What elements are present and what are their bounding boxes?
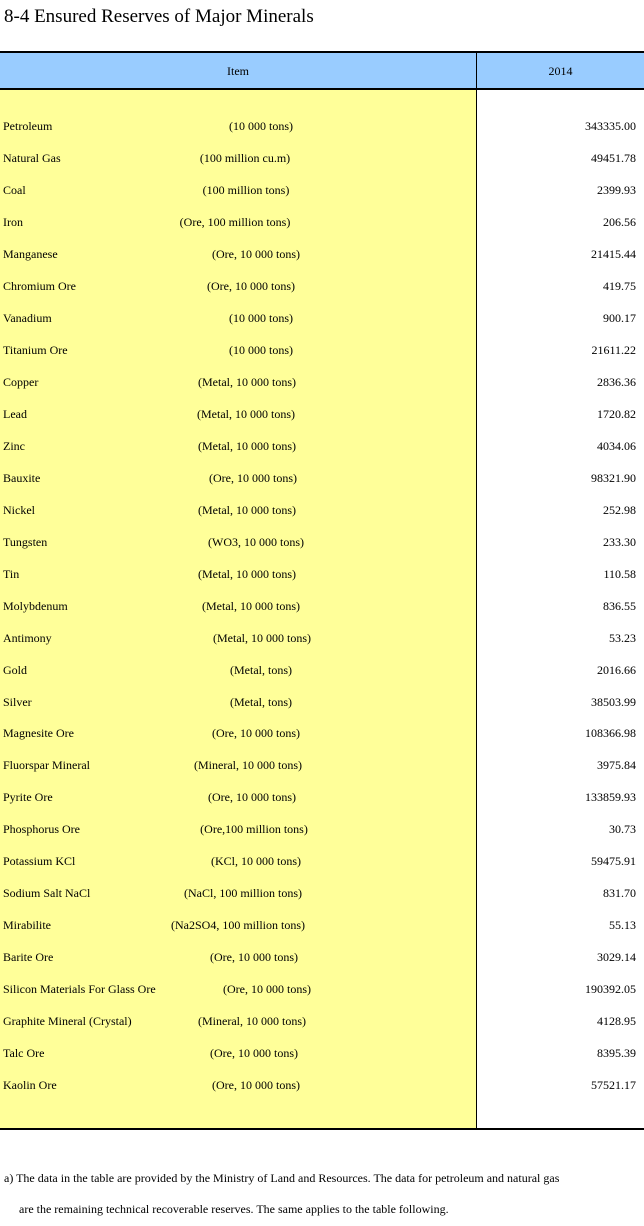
mineral-unit: (Metal, 10 000 tons) — [202, 598, 300, 613]
reserve-value: 233.30 — [603, 534, 636, 549]
table-row — [0, 981, 644, 1013]
reserve-value: 206.56 — [603, 214, 636, 229]
table-row — [0, 438, 644, 470]
table-row — [0, 694, 644, 726]
reserve-value: 2836.36 — [597, 374, 636, 389]
table-row — [0, 1013, 644, 1045]
mineral-unit: (Na2SO4, 100 million tons) — [171, 918, 305, 933]
table-row — [0, 406, 644, 438]
mineral-unit: (10 000 tons) — [229, 119, 293, 133]
header-year: 2014 — [548, 64, 573, 78]
table-row — [0, 246, 644, 278]
mineral-unit: (KCl, 10 000 tons) — [211, 854, 301, 869]
reserve-value: 49451.78 — [591, 151, 636, 165]
mineral-unit: (10 000 tons) — [229, 342, 293, 357]
reserve-value: 4034.06 — [597, 438, 636, 453]
reserve-value: 30.73 — [609, 822, 636, 837]
mineral-name: Mirabilite — [3, 918, 51, 933]
reserve-value: 59475.91 — [591, 854, 636, 869]
table-row — [0, 118, 644, 150]
table-row — [0, 534, 644, 566]
table-row — [0, 470, 644, 502]
mineral-name: Nickel — [3, 502, 35, 517]
mineral-unit: (Metal, tons) — [230, 694, 292, 709]
mineral-name: Zinc — [3, 438, 25, 453]
mineral-unit: (Ore, 10 000 tons) — [210, 1046, 298, 1061]
mineral-name: Fluorspar Mineral — [3, 758, 90, 773]
mineral-name: Coal — [3, 182, 26, 197]
reserve-value: 2016.66 — [597, 662, 636, 677]
mineral-name: Silver — [3, 694, 32, 709]
reserve-value: 4128.95 — [597, 1014, 636, 1029]
reserve-value: 21415.44 — [591, 246, 636, 261]
reserve-value: 108366.98 — [585, 726, 636, 741]
reserve-value: 57521.17 — [591, 1078, 636, 1093]
table-row — [0, 725, 644, 757]
table-row — [0, 566, 644, 598]
mineral-unit: (Ore, 10 000 tons) — [212, 246, 300, 261]
reserve-value: 21611.22 — [591, 342, 636, 357]
mineral-name: Chromium Ore — [3, 278, 76, 293]
mineral-unit: (Ore, 10 000 tons) — [210, 950, 298, 965]
mineral-name: Magnesite Ore — [3, 726, 74, 741]
mineral-name: Potassium KCl — [3, 854, 76, 869]
table-row — [0, 342, 644, 374]
reserve-value: 55.13 — [609, 918, 636, 933]
reserve-value: 3975.84 — [597, 758, 636, 773]
mineral-unit: (100 million tons) — [202, 182, 290, 197]
mineral-unit: (Ore,100 million tons) — [200, 822, 308, 837]
table-row — [0, 853, 644, 885]
reserve-value: 252.98 — [603, 502, 636, 517]
mineral-name: Titanium Ore — [3, 342, 68, 357]
mineral-unit: (Metal, 10 000 tons) — [198, 566, 296, 581]
mineral-name: Sodium Salt NaCl — [3, 886, 91, 901]
table-row — [0, 630, 644, 662]
header-item: Item — [227, 64, 249, 78]
table-row — [0, 182, 644, 214]
reserve-value: 98321.90 — [591, 470, 636, 485]
mineral-name: Tin — [3, 566, 20, 581]
mineral-name: Natural Gas — [3, 151, 61, 165]
mineral-name: Petroleum — [3, 119, 53, 133]
reserve-value: 836.55 — [603, 598, 636, 613]
mineral-unit: (WO3, 10 000 tons) — [208, 534, 304, 549]
mineral-name: Copper — [3, 374, 39, 389]
reserve-value: 8395.39 — [597, 1046, 636, 1061]
mineral-name: Kaolin Ore — [3, 1078, 57, 1093]
mineral-name: Bauxite — [3, 470, 41, 485]
mineral-name: Silicon Materials For Glass Ore — [3, 982, 156, 997]
mineral-name: Antimony — [3, 630, 52, 645]
mineral-name: Graphite Mineral (Crystal) — [3, 1014, 132, 1029]
reserve-value: 419.75 — [603, 278, 636, 293]
mineral-unit: (Metal, 10 000 tons) — [213, 630, 311, 645]
mineral-unit: (Ore, 10 000 tons) — [208, 790, 296, 805]
table-row — [0, 885, 644, 917]
table-row — [0, 214, 644, 246]
mineral-unit: (NaCl, 100 million tons) — [184, 886, 302, 901]
mineral-unit: (Metal, tons) — [230, 662, 292, 677]
reserve-value: 831.70 — [603, 886, 636, 901]
table-row — [0, 789, 644, 821]
mineral-name: Vanadium — [3, 310, 52, 325]
page-title: 8-4 Ensured Reserves of Major Minerals — [4, 6, 314, 27]
table-row — [0, 374, 644, 406]
reserve-value: 190392.05 — [585, 982, 636, 997]
mineral-unit: (Metal, 10 000 tons) — [198, 438, 296, 453]
mineral-name: Phosphorus Ore — [3, 822, 80, 837]
reserve-value: 900.17 — [603, 310, 636, 325]
table-row — [0, 598, 644, 630]
mineral-name: Manganese — [3, 246, 58, 261]
reserve-value: 3029.14 — [597, 950, 636, 965]
mineral-unit: (Ore, 10 000 tons) — [223, 982, 311, 997]
mineral-unit: (Ore, 10 000 tons) — [212, 726, 300, 741]
mineral-unit: (Mineral, 10 000 tons) — [194, 758, 302, 773]
mineral-unit: (Ore, 10 000 tons) — [212, 1078, 300, 1093]
mineral-name: Talc Ore — [3, 1046, 45, 1061]
reserve-value: 1720.82 — [597, 406, 636, 421]
mineral-name: Lead — [3, 406, 27, 421]
mineral-unit: (Metal, 10 000 tons) — [198, 502, 296, 517]
reserve-value: 133859.93 — [585, 790, 636, 805]
reserve-value: 53.23 — [609, 630, 636, 645]
table-row — [0, 278, 644, 310]
table-row — [0, 662, 644, 694]
table-row — [0, 1077, 644, 1109]
table-row — [0, 150, 644, 182]
footnote-line-2: are the remaining technical recoverable reserves. The same applies to the table following. — [19, 1202, 449, 1216]
table-row — [0, 1045, 644, 1077]
table-row — [0, 757, 644, 789]
mineral-name: Gold — [3, 662, 27, 677]
mineral-unit: (Ore, 10 000 tons) — [207, 278, 295, 293]
mineral-unit: (10 000 tons) — [229, 310, 293, 325]
table-row — [0, 502, 644, 534]
table-row — [0, 949, 644, 981]
mineral-name: Molybdenum — [3, 598, 68, 613]
mineral-name: Tungsten — [3, 534, 48, 549]
mineral-unit: (100 million cu.m) — [199, 151, 291, 165]
table-header-row — [0, 53, 644, 90]
table-row — [0, 821, 644, 853]
minerals-table — [0, 51, 644, 1130]
mineral-unit: (Mineral, 10 000 tons) — [198, 1014, 306, 1029]
mineral-unit: (Metal, 10 000 tons) — [198, 374, 296, 389]
reserve-value: 110.58 — [603, 566, 636, 581]
reserve-value: 2399.93 — [597, 182, 636, 197]
mineral-unit: (Ore, 100 million tons) — [179, 214, 291, 229]
mineral-unit: (Ore, 10 000 tons) — [209, 470, 297, 485]
mineral-name: Barite Ore — [3, 950, 54, 965]
reserve-value: 343335.00 — [585, 119, 636, 133]
footnote-line-1: a) The data in the table are provided by the Ministry of Land and Resources. The data for petroleum and natural gas — [4, 1171, 560, 1185]
mineral-name: Iron — [3, 214, 23, 229]
mineral-name: Pyrite Ore — [3, 790, 53, 805]
table-row — [0, 917, 644, 949]
mineral-unit: (Metal, 10 000 tons) — [197, 406, 295, 421]
table-row — [0, 310, 644, 342]
reserve-value: 38503.99 — [591, 694, 636, 709]
